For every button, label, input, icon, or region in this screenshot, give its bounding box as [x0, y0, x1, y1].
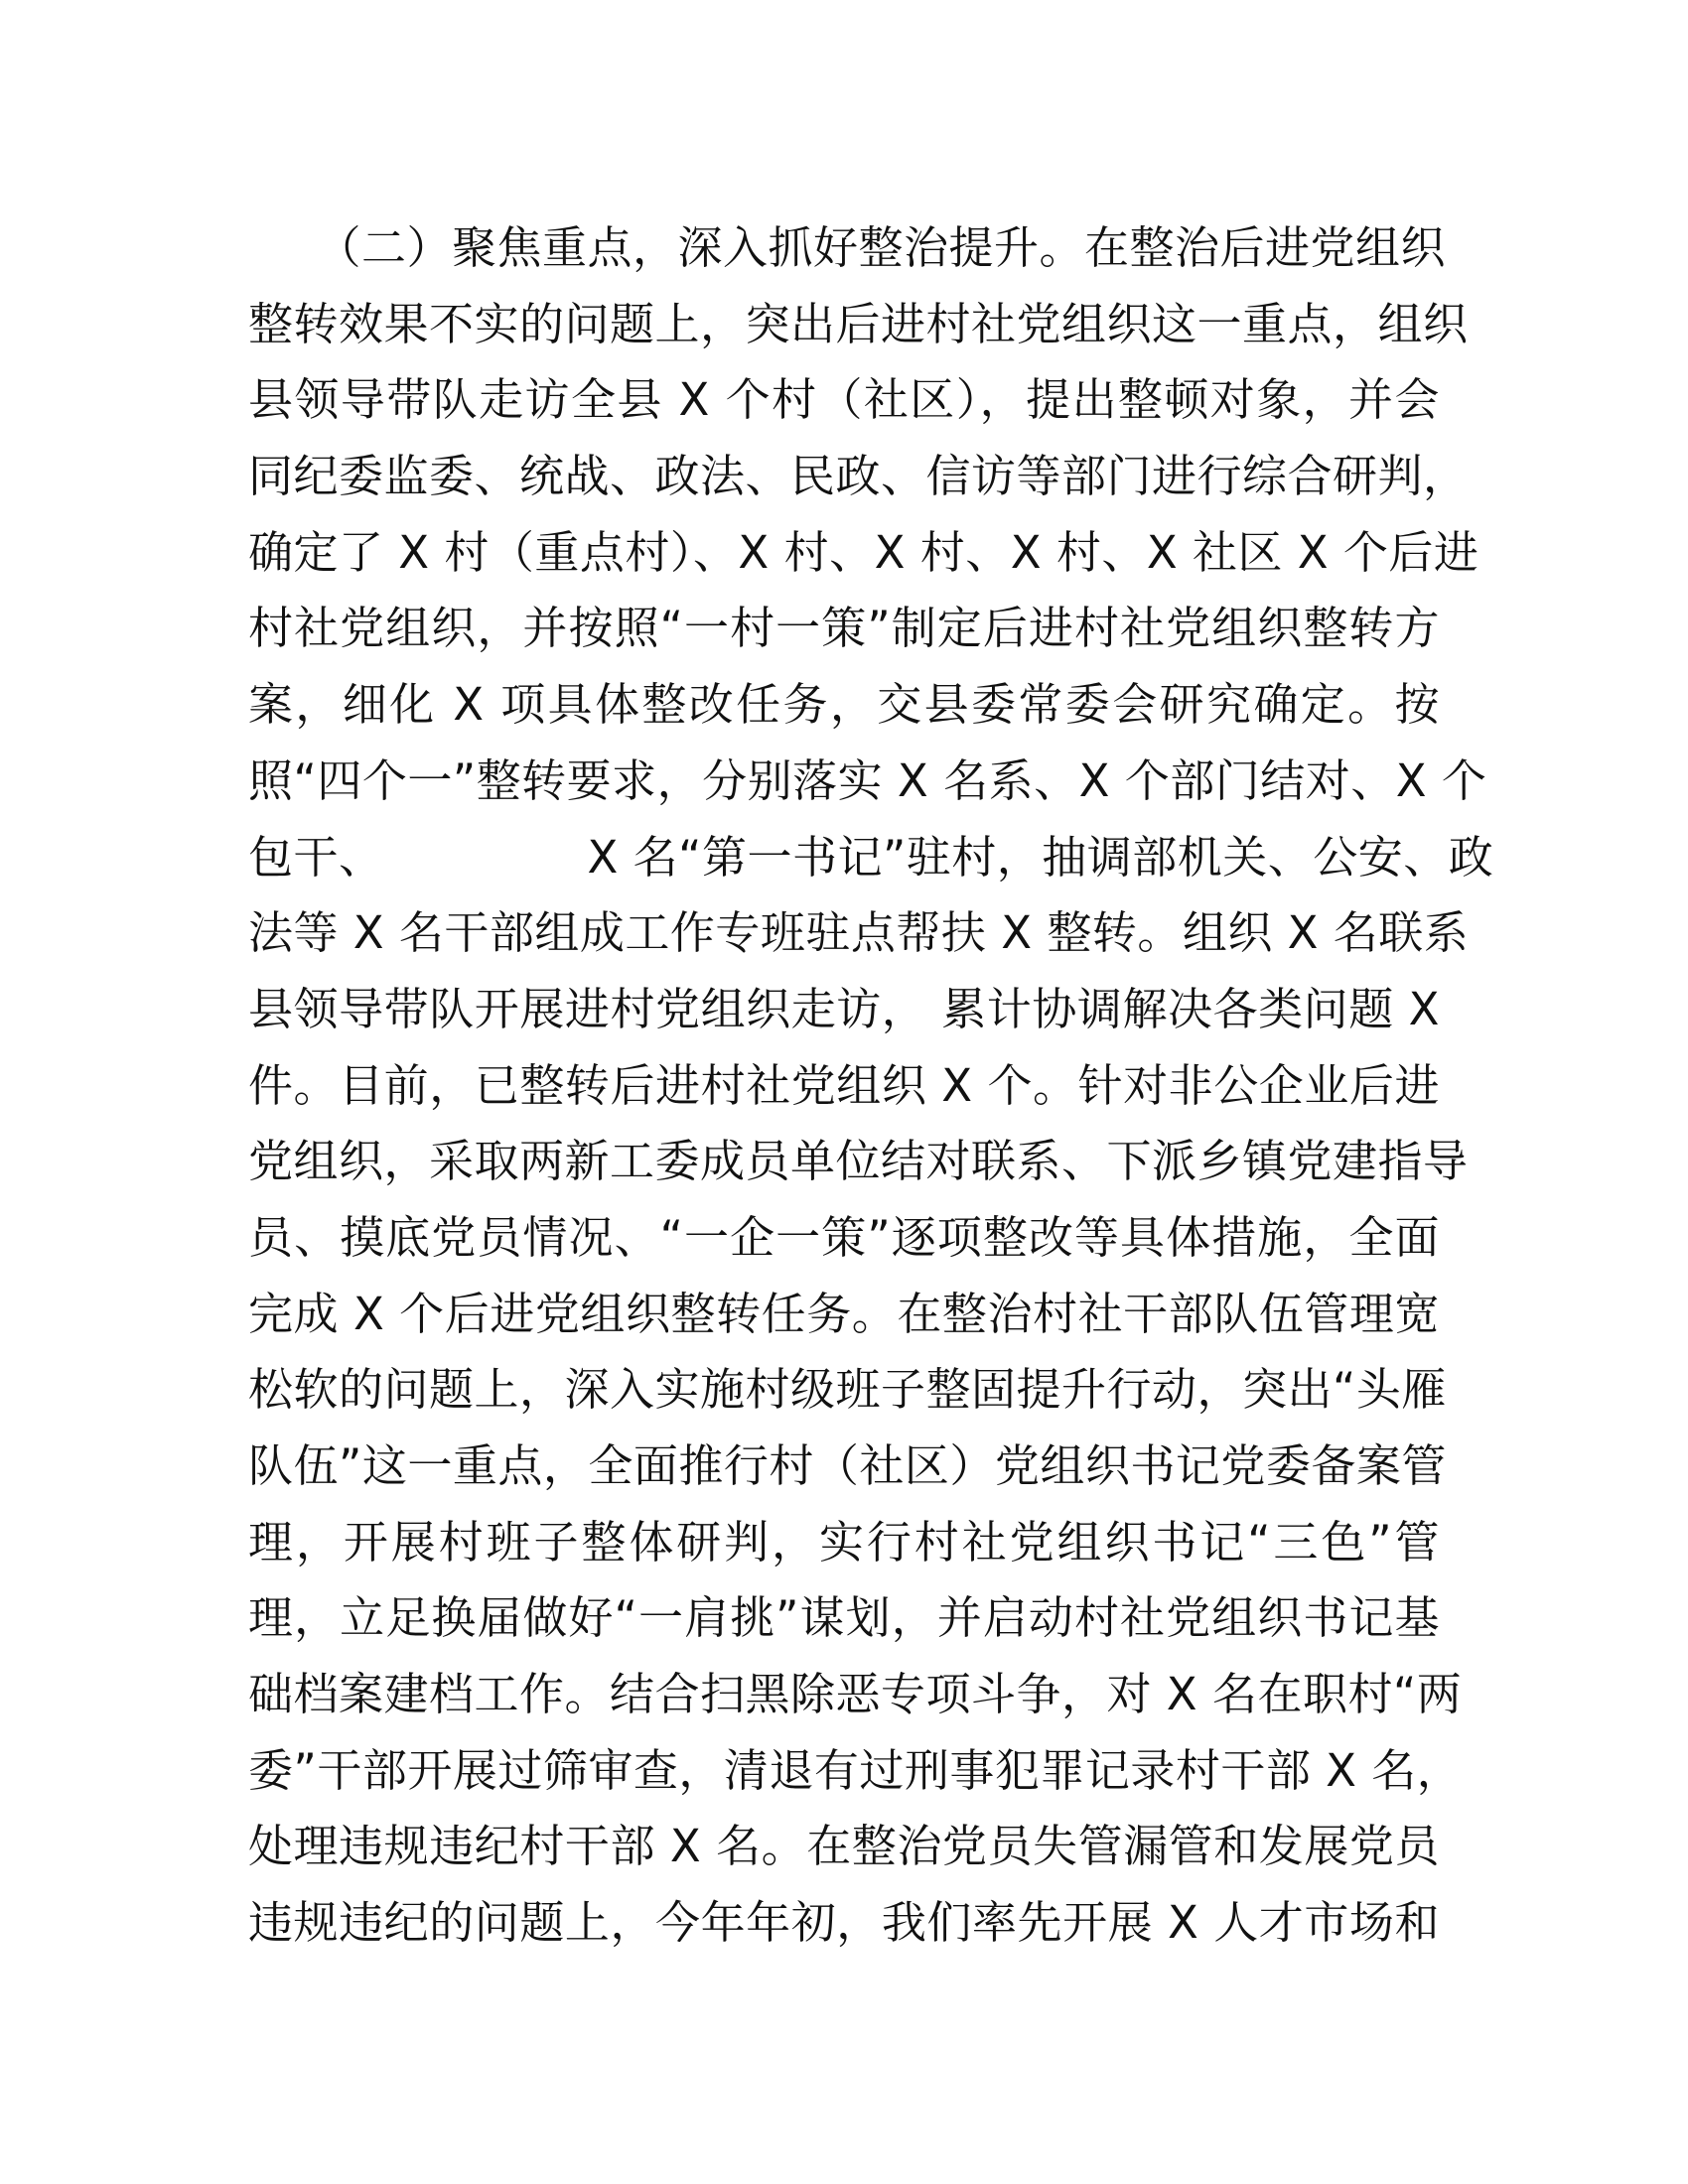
paragraph-line-8: 照“四个一”整转要求，分别落实 X 名系、X 个部门结对、X 个 [248, 753, 1487, 807]
paragraph-line-9: 包干、 X 名“第一书记”驻村，抽调部机关、公安、政 [248, 830, 1494, 884]
paragraph-line-1: （二）聚焦重点，深入抓好整治提升。在整治后进党组织 [248, 221, 1447, 274]
paragraph-line-22: 处理违规违纪村干部 X 名。在整治党员失管漏管和发展党员 [248, 1820, 1440, 1873]
paragraph-line-3: 县领导带队走访全县 X 个村（社区），提出整顿对象，并会 [248, 373, 1440, 427]
paragraph-line-13: 党组织，采取两新工委成员单位结对联系、下派乡镇党建指导 [248, 1135, 1469, 1188]
paragraph-line-21: 委”干部开展过筛审查，清退有过刑事犯罪记录村干部 X 名， [248, 1743, 1463, 1797]
paragraph-line-14: 员、摸底党员情况、“一企一策”逐项整改等具体措施，全面 [248, 1210, 1440, 1264]
paragraph-line-5: 确定了 X 村（重点村）、X 村、X 村、X 村、X 社区 X 个后进 [248, 525, 1479, 579]
paragraph-line-6: 村社党组织，并按照“一村一策”制定后进村社党组织整转方 [248, 602, 1440, 655]
paragraph-line-19: 理，立足换届做好“一肩挑”谋划，并启动村社党组织书记基 [248, 1591, 1440, 1645]
body-paragraph [248, 210, 1494, 1962]
paragraph-line-11: 县领导带队开展进村党组织走访， 累计协调解决各类问题 X [248, 982, 1440, 1035]
paragraph-line-17: 队伍”这一重点，全面推行村（社区）党组织书记党委备案管 [248, 1439, 1447, 1492]
paragraph-line-15: 完成 X 个后进党组织整转任务。在整治村社干部队伍管理宽 [248, 1287, 1440, 1340]
paragraph-line-18: 理，开展村班子整体研判，实行村社党组织书记“三色”管 [248, 1515, 1440, 1569]
paragraph-line-20: 础档案建档工作。结合扫黑除恶专项斗争，对 X 名在职村“两 [248, 1668, 1463, 1721]
paragraph-line-16: 松软的问题上，深入实施村级班子整固提升行动，突出“头雁 [248, 1363, 1447, 1417]
paragraph-line-4: 同纪委监委、统战、政法、民政、信访等部门进行综合研判， [248, 450, 1469, 503]
paragraph-line-2: 整转效果不实的问题上，突出后进村社党组织这一重点，组织 [248, 297, 1469, 350]
paragraph-line-10: 法等 X 名干部组成工作专班驻点帮扶 X 整转。组织 X 名联系 [248, 906, 1470, 960]
paragraph-line-12: 件。目前，已整转后进村社党组织 X 个。针对非公企业后进 [248, 1058, 1440, 1112]
paragraph-line-7: 案，细化 X 项具体整改任务，交县委常委会研究确定。按 [248, 678, 1440, 732]
paragraph-line-23: 违规违纪的问题上，今年年初，我们率先开展 X 人才市场和 [248, 1896, 1440, 1950]
